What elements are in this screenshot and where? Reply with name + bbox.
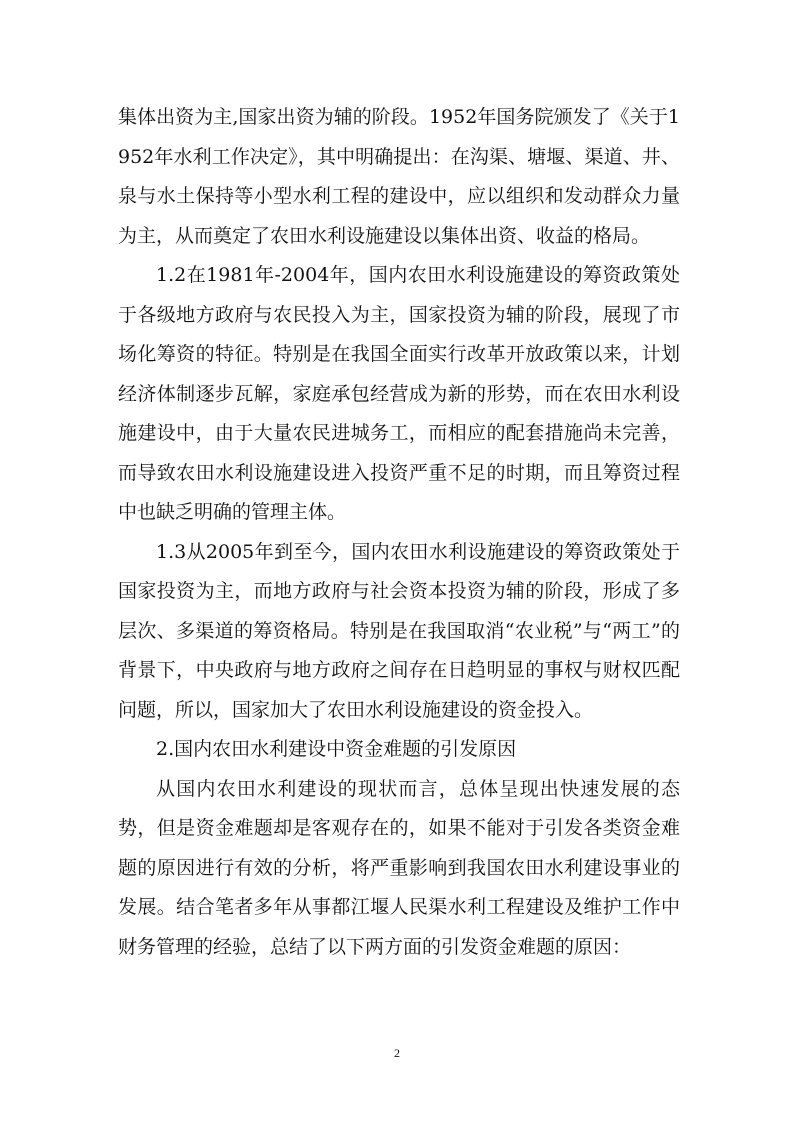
section-heading-2: 2.国内农田水利建设中资金难题的引发原因 bbox=[156, 738, 517, 760]
paragraph-section-2-body: 从国内农田水利建设的现状而言，总体呈现出快速发展的态势，但是资金难题却是客观存在的，如果不能对于引发各类资金难题的原因进行有效的分析，将严重影响到我国农田水利建设事业的发展。结合笔者多年从事都江堰人民渠水利工程建设及维护工作中财务管理的经验，总结了以下两方面的引发资金难题的原因： bbox=[118, 777, 680, 958]
page-number: 2 bbox=[394, 1046, 400, 1060]
body-text bbox=[118, 98, 680, 967]
paragraph-section-1-3: 1.3从2005年到至今，国内农田水利设施建设的筹资政策处于国家投资为主，而地方政府与社会资本投资为辅的阶段，形成了多层次、多渠道的筹资格局。特别是在我国取消“农业税”与“两工”的背景下，中央政府与地方政府之间存在日趋明显的事权与财权匹配问题，所以，国家加大了农田水利设施建设的资金投入。 bbox=[118, 540, 680, 721]
paragraph-continuation: 集体出资为主,国家出资为辅的阶段。1952年国务院颁发了《关于1952年水利工作决定》，其中明确提出：在沟渠、塘堰、渠道、井、泉与水土保持等小型水利工程的建设中，应以组织和发动群众力量为主，从而奠定了农田水利设施建设以集体出资、收益的格局。 bbox=[118, 106, 680, 247]
paragraph-section-1-2: 1.2在1981年-2004年，国内农田水利设施建设的筹资政策处于各级地方政府与农民投入为主，国家投资为辅的阶段，展现了市场化筹资的特征。特别是在我国全面实行改革开放政策以来，计划经济体制逐步瓦解，家庭承包经营成为新的形势，而在农田水利设施建设中，由于大量农民进城务工，而相应的配套措施尚未完善，而导致农田水利设施建设进入投资严重不足的时期，而且筹资过程中也缺乏明确的管理主体。 bbox=[118, 264, 680, 523]
